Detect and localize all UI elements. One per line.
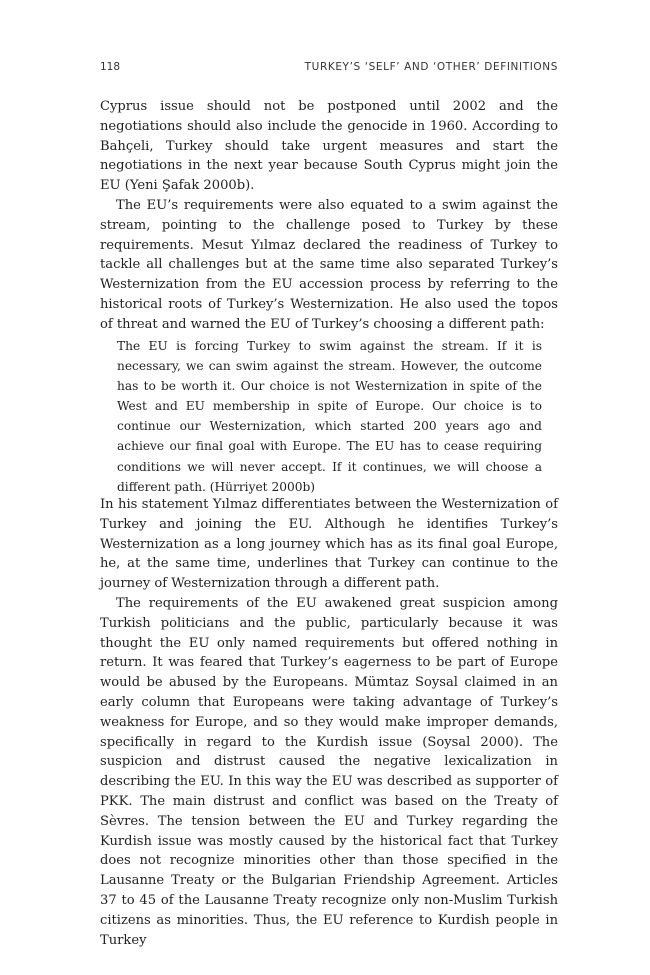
running-head: TURKEY’S ‘SELF’ AND ‘OTHER’ DEFINITIONS [304, 61, 558, 73]
body-text-upper [100, 97, 558, 335]
paragraph: The requirements of the EU awakened great suspicion among Turkish politicians and the public, particularly because it was thought the EU only named requirements but offered nothing in return. It was feared that Turkey’s eagerness to be part of Europe would be abused by the Europeans. Mümtaz Soysal claimed in an early column that Europeans were taking advantage of Turkey’s weakness for Europe, and so they would make improper demands, specifically in regard to the Kurdish issue (Soysal 2000). The suspicion and distrust caused the negative lexicalization in describing the EU. In this way the EU was described as supporter of PKK. The main distrust and conflict was based on the Treaty of Sèvres. The tension between the EU and Turkey regarding the Kurdish issue was mostly caused by the historical fact that Turkey does not recognize minorities other than those specified in the Lausanne Treaty or the Bulgarian Friendship Agreement. Articles 37 to 45 of the Lausanne Treaty recognize only non-Muslim Turkish citizens as minorities. Thus, the EU reference to Kurdish people in Turkey [100, 595, 558, 948]
paragraph-continued: Cyprus issue should not be postponed until 2002 and the negotiations should also include the genocide in 1960. According to Bahçeli, Turkey should take urgent measures and start the negotiations in the next year because South Cyprus might join the EU (Yeni Şafak 2000b). [100, 99, 558, 194]
page-number: 118 [100, 61, 121, 73]
paragraph: In his statement Yılmaz differentiates between the Westernization of Turkey and joining the EU. Although he identifies Turkey’s Westernization as a long journey which has as its final goal Europe, he, at the same time, underlines that Turkey can continue to the journey of Westernization through a different path. [100, 497, 558, 592]
paragraph: The EU’s requirements were also equated to a swim against the stream, pointing to the challenge posed to Turkey by these requirements. Mesut Yılmaz declared the readiness of Turkey to tackle all challenges but at the same time also separated Turkey’s Westernization from the EU accession process by referring to the historical roots of Turkey’s Westernization. He also used the topos of threat and warned the EU of Turkey’s choosing a different path: [100, 197, 558, 332]
block-quote: The EU is forcing Turkey to swim against the stream. If it is necessary, we can swim against the stream. However, the outcome has to be worth it. Our choice is not Westernization in spite of the West and EU membership in spite of Europe. Our choice is to continue our Westernization, which started 200 years ago and achieve our final goal with Europe. The EU has to cease requiring conditions we will never accept. If it continues, we will choose a different path. (Hürriyet 2000b) [117, 339, 542, 494]
page-header [100, 61, 558, 77]
body-text-lower [100, 495, 558, 950]
